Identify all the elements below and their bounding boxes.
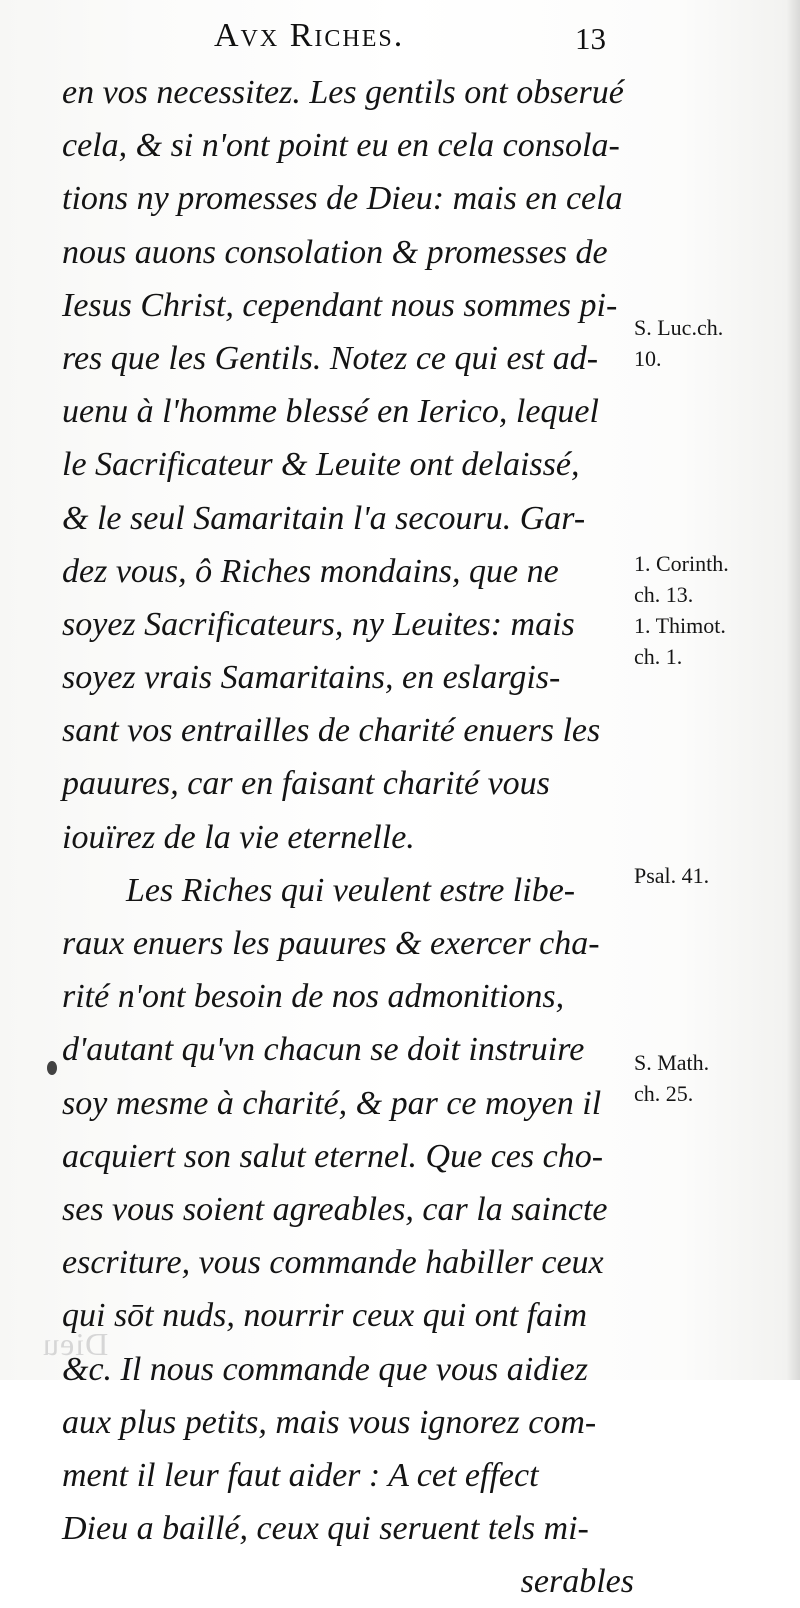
text-line: le Sacrificateur & Leuite ont delaissé, bbox=[62, 446, 580, 484]
margin-note-line: ch. 1. bbox=[634, 644, 683, 669]
text-line: soyez Sacrificateurs, ny Leuites: mais bbox=[62, 605, 575, 643]
text-line: ment il leur faut aider : A cet effect bbox=[62, 1456, 539, 1494]
bleed-through-text: Dieu bbox=[42, 1326, 109, 1362]
main-text bbox=[62, 66, 634, 1608]
text-line: &c. Il nous commande que vous aidiez bbox=[62, 1350, 588, 1388]
margin-note-corinthians-timothy bbox=[634, 548, 774, 672]
text-line: tions ny promesses de Dieu: mais en cela bbox=[62, 180, 623, 218]
text-line: acquiert son salut eternel. Que ces cho- bbox=[62, 1137, 604, 1175]
margin-note-psalm bbox=[634, 860, 774, 891]
text-line: pauures, car en faisant charité vous bbox=[62, 765, 550, 803]
margin-note-line: S. Luc.ch. bbox=[634, 315, 724, 340]
text-line: res que les Gentils. Notez ce qui est ad- bbox=[62, 339, 599, 377]
text-line: soy mesme à charité, & par ce moyen il bbox=[62, 1084, 602, 1122]
text-line: sant vos entrailles de charité enuers les bbox=[62, 712, 601, 750]
margin-note-line: Psal. 41. bbox=[634, 863, 710, 888]
text-line: escriture, vous commande habiller ceux bbox=[62, 1244, 604, 1282]
page-gutter-shadow bbox=[786, 0, 800, 1380]
text-line: Dieu a baillé, ceux qui seruent tels mi- bbox=[62, 1510, 589, 1548]
text-line: nous auons consolation & promesses de bbox=[62, 233, 608, 271]
running-head: Avx Riches. bbox=[214, 17, 405, 54]
text-line: dez vous, ô Riches mondains, que ne bbox=[62, 552, 559, 590]
text-line: iouïrez de la vie eternelle. bbox=[62, 818, 415, 856]
margin-note-line: ch. 25. bbox=[634, 1081, 694, 1106]
page-number: 13 bbox=[575, 21, 606, 56]
ink-blot bbox=[47, 1061, 57, 1075]
text-line: ses vous soient agreables, car la saincte bbox=[62, 1190, 608, 1228]
text-line: aux plus petits, mais vous ignorez com- bbox=[62, 1403, 597, 1441]
text-line: rité n'ont besoin de nos admonitions, bbox=[62, 978, 565, 1016]
margin-note-line: 10. bbox=[634, 346, 662, 371]
text-line: cela, & si n'ont point eu en cela consola- bbox=[62, 127, 620, 165]
text-line: Iesus Christ, cependant nous sommes pi- bbox=[62, 286, 618, 324]
catchword: serables bbox=[520, 1563, 634, 1601]
paragraph-start-line: Les Riches qui veulent estre libe- bbox=[126, 871, 576, 909]
margin-note-line: S. Math. bbox=[634, 1050, 710, 1075]
margin-note-line: 1. Corinth. bbox=[634, 551, 729, 576]
text-line: uenu à l'homme blessé en Ierico, lequel bbox=[62, 393, 599, 431]
margin-note-line: ch. 13. bbox=[634, 582, 694, 607]
margin-note-matthew bbox=[634, 1047, 774, 1109]
text-line: raux enuers les pauures & exercer cha- bbox=[62, 925, 600, 962]
margin-note-luke bbox=[634, 312, 774, 374]
text-line: en vos necessitez. Les gentils ont obserué bbox=[62, 74, 624, 111]
text-line: & le seul Samaritain l'a secouru. Gar- bbox=[62, 499, 586, 537]
text-line: qui sōt nuds, nourrir ceux qui ont faim bbox=[62, 1297, 588, 1335]
text-line: soyez vrais Samaritains, en eslargis- bbox=[62, 659, 561, 697]
margin-note-line: 1. Thimot. bbox=[634, 613, 726, 638]
text-line: d'autant qu'vn chacun se doit instruire bbox=[62, 1031, 585, 1069]
